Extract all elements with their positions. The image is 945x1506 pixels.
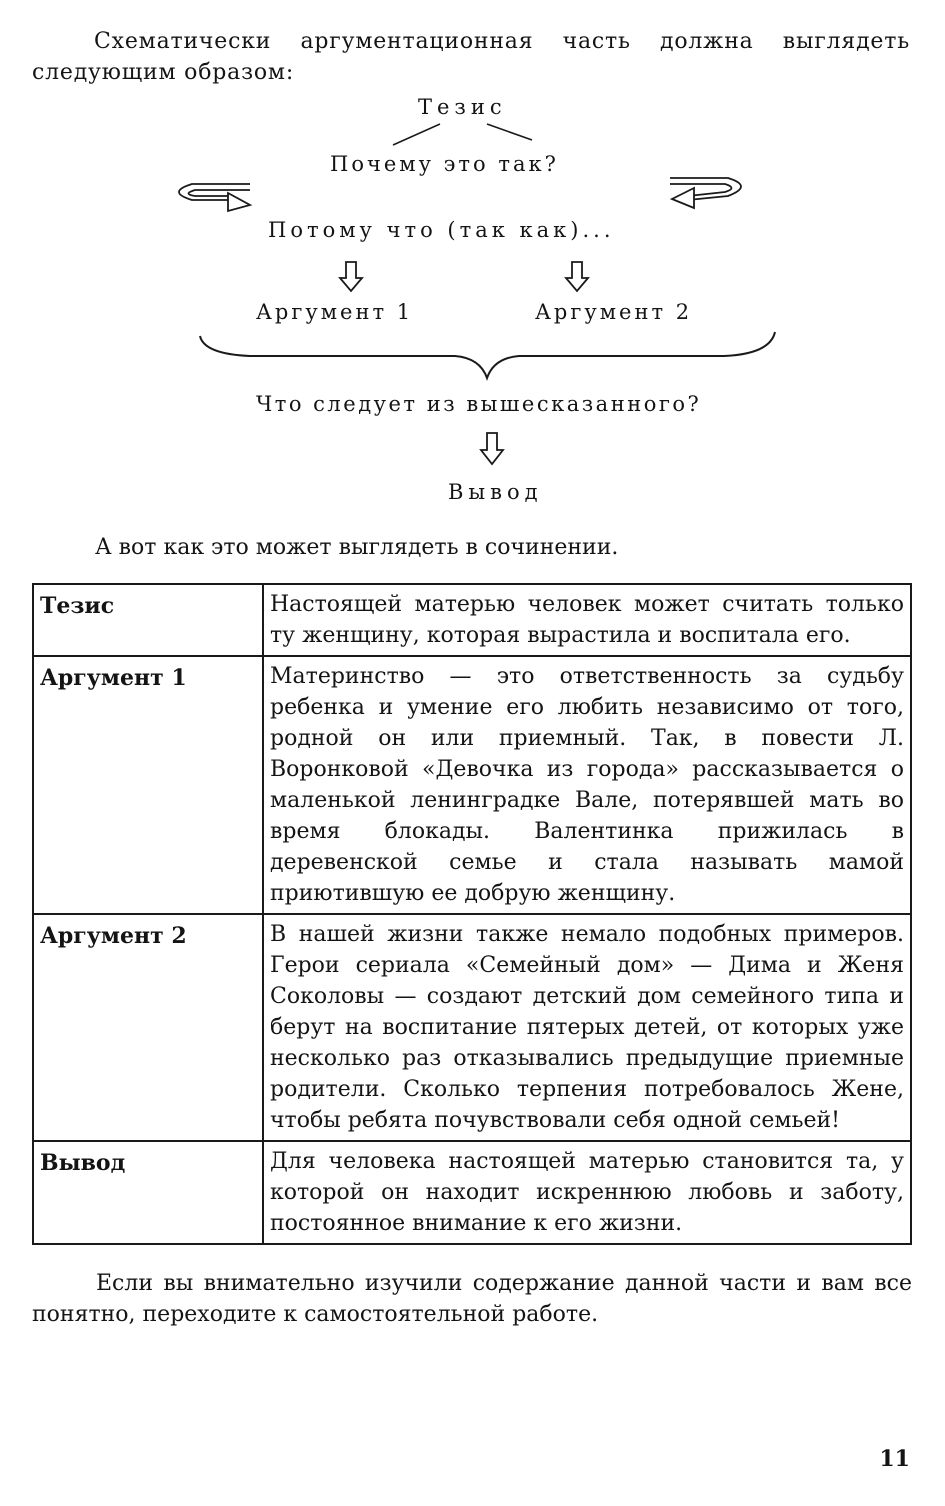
scheme-diagram	[0, 0, 945, 520]
row-label-thesis: Тезис	[33, 584, 263, 656]
row-label-conclusion: Вывод	[33, 1141, 263, 1244]
outro-paragraph: Если вы внимательно изучили содержание данной части и вам все понятно, переходите к самостоятельной работе.	[32, 1271, 912, 1327]
thesis-branch-lines	[393, 124, 532, 145]
argument-table	[32, 583, 912, 1245]
down-arrow-icon	[566, 262, 588, 291]
row-label-argument-1: Аргумент 1	[33, 656, 263, 914]
page-number: 11	[879, 1446, 910, 1472]
scheme-thesis: Тезис	[418, 95, 507, 119]
right-cycle-arrow-icon	[670, 178, 741, 208]
scheme-because: Потому что (так как)...	[268, 218, 615, 242]
row-label-argument-2: Аргумент 2	[33, 914, 263, 1141]
table-row	[33, 914, 911, 1141]
intro-paragraph: Схематически аргументационная часть должна выглядеть следующим образом:	[32, 29, 910, 85]
scheme-argument-1: Аргумент 1	[256, 300, 414, 324]
table-row	[33, 584, 911, 656]
curly-brace	[200, 332, 775, 378]
table-row	[33, 1141, 911, 1244]
scheme-what-follows: Что следует из вышесказанного?	[256, 392, 702, 416]
row-text-conclusion: Для человека настоящей матерью становится та, у которой он находит искреннюю любовь и заботу, постоянное внимание к его жизни.	[263, 1141, 911, 1244]
lead-paragraph: А вот как это может выглядеть в сочинении.	[95, 535, 619, 560]
scheme-conclusion: Вывод	[448, 480, 543, 504]
scheme-argument-2: Аргумент 2	[535, 300, 693, 324]
down-arrow-icon	[481, 433, 503, 464]
row-text-argument-1: Материнство — это ответственность за судьбу ребенка и умение его любить независимо от того, родной он или приемный. Так, в повести Л. Воронковой «Девочка из города» рассказывается о маленькой ленинградке Вале, потерявшей мать во время блокады. Валентинка прижилась в деревенской семье и стала называть мамой приютившую ее добрую женщину.	[263, 656, 911, 914]
left-cycle-arrow-icon	[179, 184, 250, 211]
down-arrow-icon	[340, 262, 362, 291]
table-row	[33, 656, 911, 914]
scheme-why: Почему это так?	[330, 152, 559, 176]
row-text-thesis: Настоящей матерью человек может считать только ту женщину, которая вырастила и воспитала его.	[263, 584, 911, 656]
row-text-argument-2: В нашей жизни также немало подобных примеров. Герои сериала «Семейный дом» — Дима и Женя Соколовы — создают детский дом семейного типа и берут на воспитание пятерых детей, от которых уже несколько раз отказывались предыдущие приемные родители. Сколько терпения потребовалось Жене, чтобы ребята почувствовали себя одной семьей!	[263, 914, 911, 1141]
